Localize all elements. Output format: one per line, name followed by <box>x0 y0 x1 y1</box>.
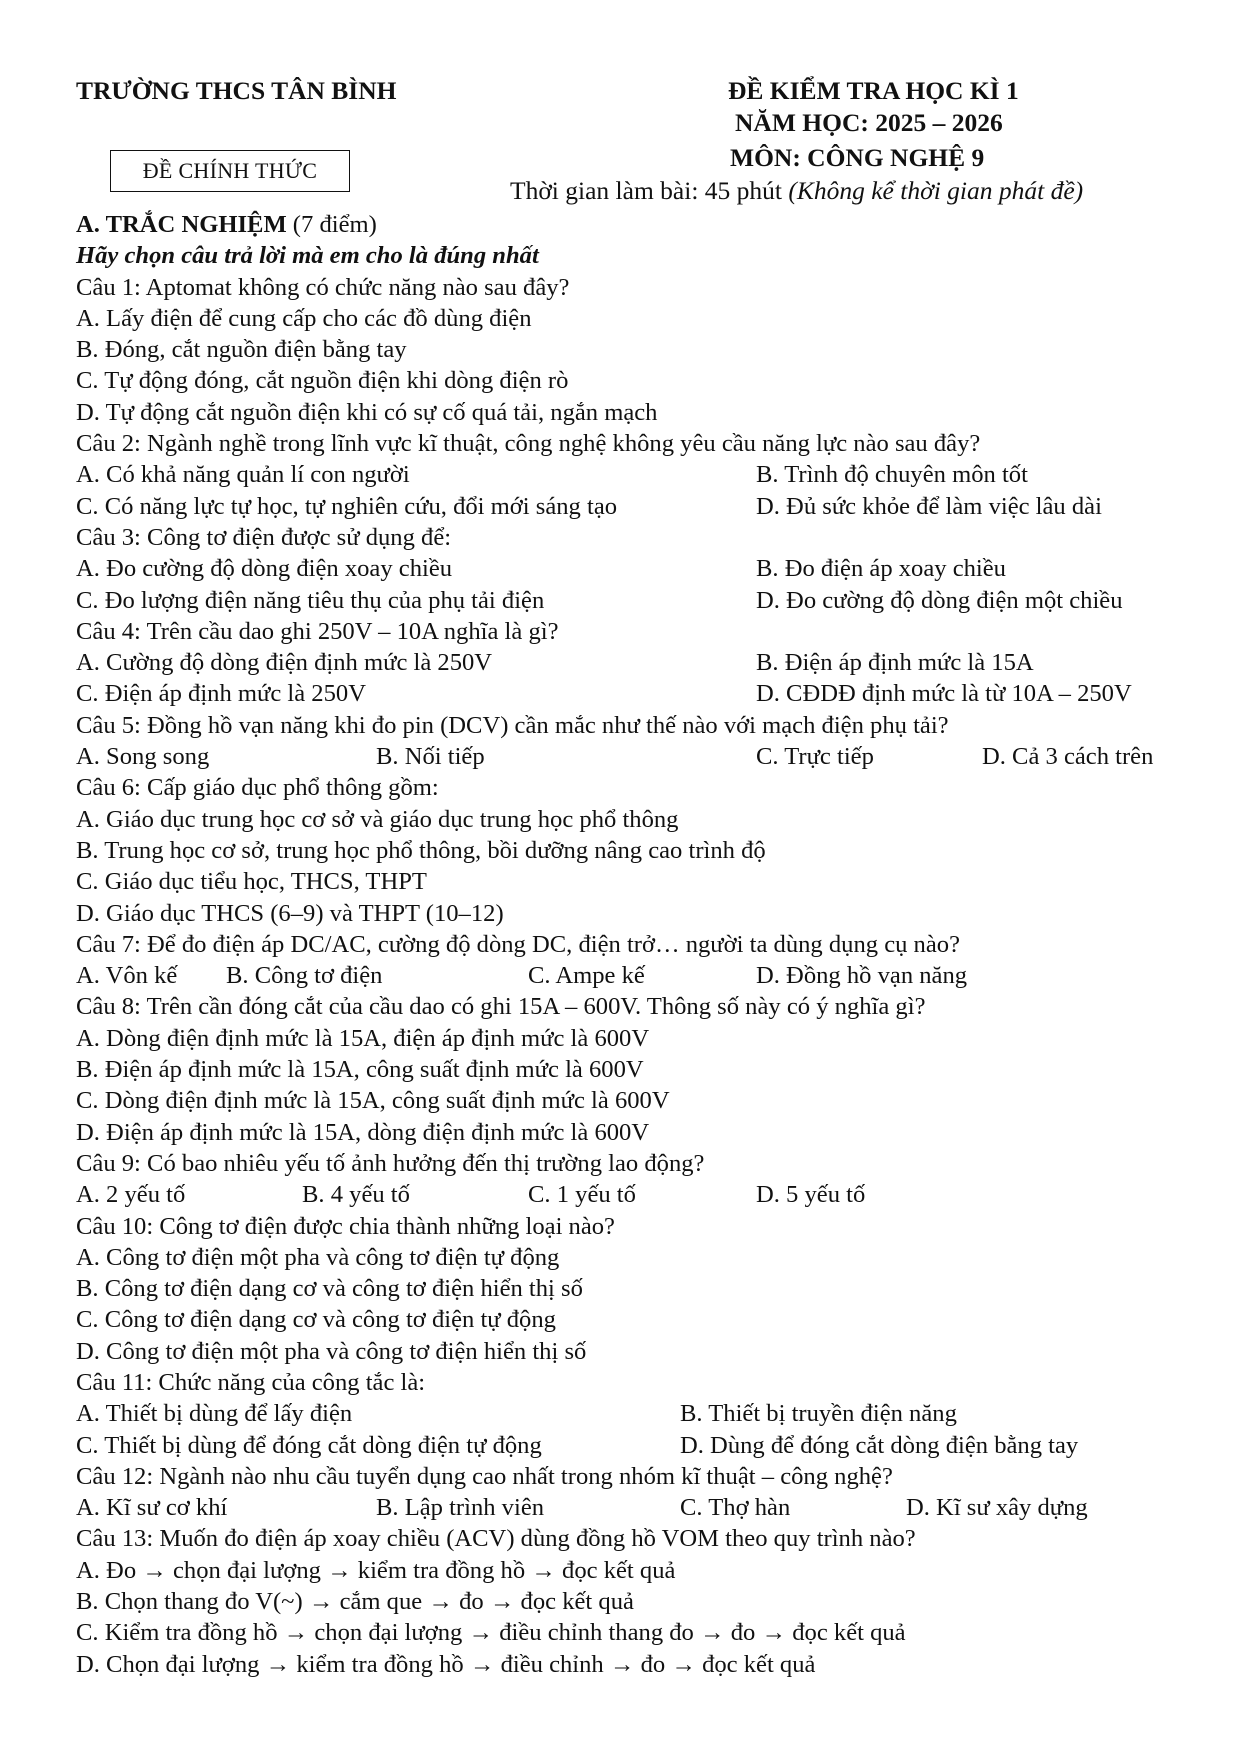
answer-option: B. 4 yếu tố <box>302 1181 410 1209</box>
answer-option: D. Cả 3 cách trên <box>982 743 1154 771</box>
answer-option: B. Đo điện áp xoay chiều <box>756 555 1006 583</box>
answer-option: A. Có khả năng quản lí con người <box>76 461 410 489</box>
question-stem: Câu 12: Ngành nào nhu cầu tuyển dụng cao nhất trong nhóm kĩ thuật – công nghệ? <box>76 1462 893 1490</box>
answer-option: D. Điện áp định mức là 15A, dòng điện định mức là 600V <box>76 1118 650 1146</box>
answer-option: C. Tự động đóng, cắt nguồn điện khi dòng điện rò <box>76 367 569 395</box>
answer-row <box>76 678 1176 709</box>
time-note: (Không kể thời gian phát đề) <box>788 176 1084 205</box>
questions-area <box>76 209 1176 1680</box>
subject: MÔN: CÔNG NGHỆ 9 <box>730 143 985 172</box>
answer-option: C. Đo lượng điện năng tiêu thụ của phụ tải điện <box>76 586 545 614</box>
answer-option: C. Công tơ điện dạng cơ và công tơ điện tự động <box>76 1306 556 1334</box>
answer-option: A. Đo → chọn đại lượng → kiểm tra đồng hồ → đọc kết quả <box>76 1556 676 1584</box>
answer-option: C. Có năng lực tự học, tự nghiên cứu, đổi mới sáng tạo <box>76 492 618 520</box>
section-title <box>76 209 1176 240</box>
answer-option: D. Dùng để đóng cắt dòng điện bằng tay <box>680 1431 1079 1459</box>
answer-option: C. Ampe kế <box>528 962 645 990</box>
answer-option: A. 2 yếu tố <box>76 1181 186 1209</box>
answer-option: D. 5 yếu tố <box>756 1181 866 1209</box>
answer-option: A. Song song <box>76 743 210 771</box>
school-year: NĂM HỌC: 2025 – 2026 <box>735 108 1003 137</box>
answer-option: B. Lập trình viên <box>376 1494 545 1522</box>
question-stem: Câu 8: Trên cần đóng cắt của cầu dao có ghi 15A – 600V. Thông số này có ý nghĩa gì? <box>76 993 926 1021</box>
instruction: Hãy chọn câu trả lời mà em cho là đúng nhất <box>76 242 539 270</box>
question-stem: Câu 4: Trên cầu dao ghi 250V – 10A nghĩa là gì? <box>76 617 559 645</box>
answer-row <box>76 459 1176 490</box>
answer-row <box>76 491 1176 522</box>
answer-option: A. Vôn kế <box>76 962 178 990</box>
question-stem: Câu 6: Cấp giáo dục phổ thông gồm: <box>76 774 439 802</box>
answer-row <box>76 585 1176 616</box>
answer-option: B. Trung học cơ sở, trung học phổ thông, bồi dưỡng nâng cao trình độ <box>76 836 766 864</box>
answer-option: D. Đồng hồ vạn năng <box>756 962 968 990</box>
answer-option: D. Kĩ sư xây dựng <box>906 1494 1088 1522</box>
answer-option: B. Điện áp định mức là 15A, công suất định mức là 600V <box>76 1056 644 1084</box>
answer-option: D. Công tơ điện một pha và công tơ điện hiển thị số <box>76 1337 587 1365</box>
answer-option: A. Công tơ điện một pha và công tơ điện tự động <box>76 1243 560 1271</box>
answer-option: A. Cường độ dòng điện định mức là 250V <box>76 649 493 677</box>
answer-option: D. Tự động cắt nguồn điện khi có sự cố quá tải, ngắn mạch <box>76 398 658 426</box>
time-allowed <box>510 176 1083 206</box>
answer-row <box>76 741 1176 772</box>
answer-option: C. Giáo dục tiểu học, THCS, THPT <box>76 868 427 896</box>
answer-option: C. Thiết bị dùng để đóng cắt dòng điện tự động <box>76 1431 542 1459</box>
answer-option: C. Điện áp định mức là 250V <box>76 680 366 708</box>
time-prefix: Thời gian làm bài: 45 phút <box>510 176 789 205</box>
question-stem: Câu 5: Đồng hồ vạn năng khi đo pin (DCV) cần mắc như thế nào với mạch điện phụ tải? <box>76 711 949 739</box>
question-stem: Câu 11: Chức năng của công tắc là: <box>76 1368 426 1396</box>
answer-option: B. Điện áp định mức là 15A <box>756 649 1034 677</box>
section-points: (7 điểm) <box>286 211 377 238</box>
question-stem: Câu 1: Aptomat không có chức năng nào sau đây? <box>76 273 570 301</box>
question-stem: Câu 2: Ngành nghề trong lĩnh vực kĩ thuật, công nghệ không yêu cầu năng lực nào sau đây? <box>76 430 981 458</box>
answer-option: C. Kiểm tra đồng hồ → chọn đại lượng → điều chỉnh thang đo → đo → đọc kết quả <box>76 1619 906 1647</box>
answer-option: B. Nối tiếp <box>376 743 485 771</box>
answer-row <box>76 647 1176 678</box>
answer-option: A. Giáo dục trung học cơ sở và giáo dục trung học phổ thông <box>76 805 679 833</box>
answer-option: D. Đo cường độ dòng điện một chiều <box>756 586 1123 614</box>
question-stem: Câu 3: Công tơ điện được sử dụng để: <box>76 523 452 551</box>
answer-option: C. 1 yếu tố <box>528 1181 636 1209</box>
answer-option: B. Đóng, cắt nguồn điện bằng tay <box>76 336 407 364</box>
answer-row <box>76 1398 1176 1429</box>
answer-option: D. CĐDĐ định mức là từ 10A – 250V <box>756 680 1132 708</box>
answer-option: C. Thợ hàn <box>680 1494 791 1522</box>
answer-option: A. Dòng điện định mức là 15A, điện áp định mức là 600V <box>76 1024 650 1052</box>
answer-option: C. Dòng điện định mức là 15A, công suất định mức là 600V <box>76 1087 670 1115</box>
answer-option: A. Thiết bị dùng để lấy điện <box>76 1400 353 1428</box>
answer-option: A. Đo cường độ dòng điện xoay chiều <box>76 555 453 583</box>
official-badge: ĐỀ CHÍNH THỨC <box>110 150 350 192</box>
answer-row <box>76 1492 1176 1523</box>
answer-option: D. Giáo dục THCS (6–9) và THPT (10–12) <box>76 899 504 927</box>
answer-option: B. Trình độ chuyên môn tốt <box>756 461 1028 489</box>
answer-row <box>76 1430 1176 1461</box>
exam-title: ĐỀ KIỂM TRA HỌC KÌ 1 <box>728 76 1019 105</box>
answer-row <box>76 1179 1176 1210</box>
answer-option: D. Đủ sức khỏe để làm việc lâu dài <box>756 492 1102 520</box>
answer-option: B. Công tơ điện <box>226 962 383 990</box>
answer-option: A. Kĩ sư cơ khí <box>76 1494 228 1522</box>
answer-row <box>76 553 1176 584</box>
answer-option: A. Lấy điện để cung cấp cho các đồ dùng điện <box>76 304 532 332</box>
section-title-text: A. TRẮC NGHIỆM <box>76 211 287 238</box>
answer-row <box>76 960 1176 991</box>
answer-option: B. Chọn thang đo V(~) → cắm que → đo → đọc kết quả <box>76 1588 634 1616</box>
answer-option: B. Thiết bị truyền điện năng <box>680 1400 957 1428</box>
question-stem: Câu 10: Công tơ điện được chia thành những loại nào? <box>76 1212 615 1240</box>
answer-option: C. Trực tiếp <box>756 743 874 771</box>
school-name: TRƯỜNG THCS TÂN BÌNH <box>76 76 397 105</box>
answer-option: D. Chọn đại lượng → kiểm tra đồng hồ → điều chỉnh → đo → đọc kết quả <box>76 1650 816 1678</box>
question-stem: Câu 13: Muốn đo điện áp xoay chiều (ACV) dùng đồng hồ VOM theo quy trình nào? <box>76 1525 916 1553</box>
question-stem: Câu 9: Có bao nhiêu yếu tố ảnh hưởng đến thị trường lao động? <box>76 1149 705 1177</box>
question-stem: Câu 7: Để đo điện áp DC/AC, cường độ dòng DC, điện trở… người ta dùng dụng cụ nào? <box>76 930 960 958</box>
answer-option: B. Công tơ điện dạng cơ và công tơ điện hiển thị số <box>76 1275 583 1303</box>
